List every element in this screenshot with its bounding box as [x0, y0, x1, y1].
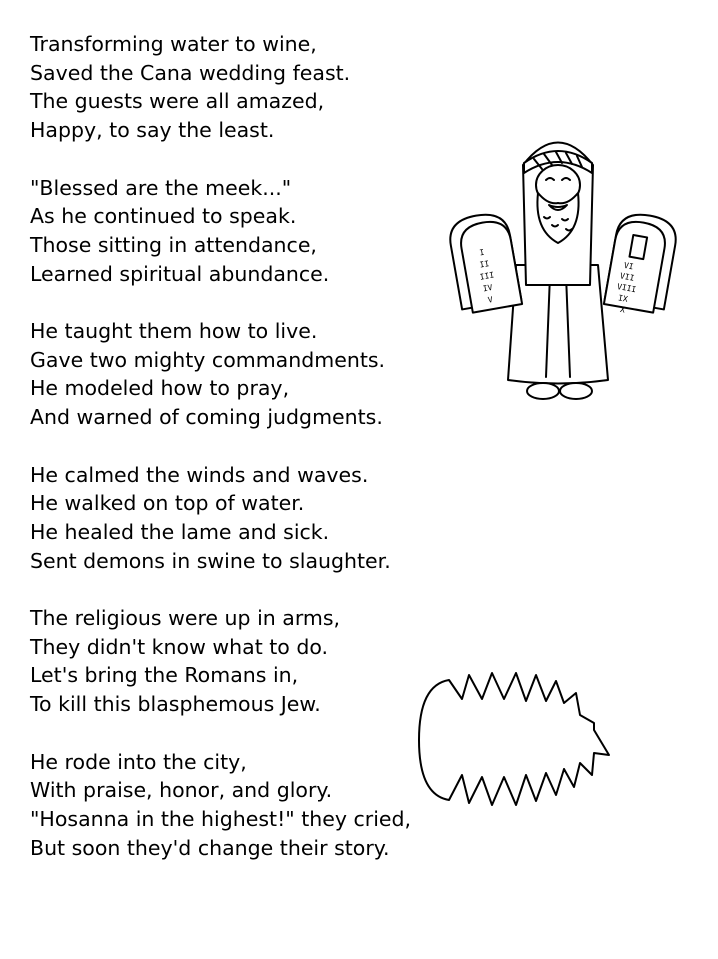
poem-line: The guests were all amazed, — [30, 89, 325, 114]
tablet-numeral: III — [479, 270, 495, 282]
tablet-numeral: IX — [617, 293, 629, 304]
palm-leaf-outline — [419, 673, 609, 805]
moses-with-tablets-illustration — [438, 125, 688, 410]
poem-line: With praise, honor, and glory. — [30, 778, 333, 803]
poem-line: The religious were up in arms, — [30, 606, 341, 630]
poem-line: And warned of coming judgments. — [30, 405, 383, 430]
poem-line: He walked on top of water. — [30, 491, 305, 516]
stanza-1 — [30, 30, 450, 145]
poem-line: Gave two mighty commandments. — [30, 347, 386, 372]
poem-line: He modeled how to pray, — [30, 376, 290, 401]
palm-leaf-illustration — [414, 665, 624, 815]
poem-line: They didn't know what to do. — [30, 634, 329, 659]
stanza-3 — [30, 317, 450, 432]
tablet-numeral: VIII — [616, 282, 637, 295]
poem-line: "Hosanna in the highest!" they cried, — [30, 806, 412, 831]
stanza-5 — [30, 604, 450, 719]
tablet-numeral: VI — [623, 260, 635, 272]
poem-line: Let's bring the Romans in, — [30, 663, 299, 688]
left-foot — [527, 383, 559, 399]
right-foot — [560, 383, 592, 399]
poem-line: He calmed the winds and waves. — [30, 462, 369, 487]
tablet-numeral: IV — [482, 282, 494, 294]
tablet-numeral: II — [478, 259, 491, 270]
poem — [30, 30, 450, 891]
poem-line: Transforming water to wine, — [30, 32, 317, 56]
poem-line: But soon they'd change their story. — [30, 835, 390, 860]
tablet-numeral: I — [478, 247, 486, 258]
poem-line: Happy, to say the least. — [30, 118, 275, 143]
poem-line: "Blessed are the meek..." — [30, 175, 292, 200]
right-tablet — [603, 210, 680, 321]
poem-line: He taught them how to live. — [30, 319, 318, 343]
stanza-6 — [30, 748, 450, 863]
stanza-2 — [30, 174, 450, 289]
poem-line: He healed the lame and sick. — [30, 519, 330, 544]
left-tablet — [447, 210, 523, 314]
tablet-numeral: X — [619, 304, 626, 315]
poem-line: Sent demons in swine to slaughter. — [30, 548, 391, 573]
poem-line: To kill this blasphemous Jew. — [30, 692, 321, 717]
poem-line: As he continued to speak. — [30, 204, 297, 229]
tablet-numeral: VII — [619, 271, 636, 283]
poem-line: Learned spiritual abundance. — [30, 261, 330, 286]
poem-line: He rode into the city, — [30, 749, 247, 774]
poem-line: Saved the Cana wedding feast. — [30, 60, 351, 85]
holding-hand — [630, 235, 648, 259]
poem-line: Those sitting in attendance, — [30, 232, 317, 257]
stanza-4 — [30, 461, 450, 576]
tablet-numeral: V — [487, 295, 494, 305]
